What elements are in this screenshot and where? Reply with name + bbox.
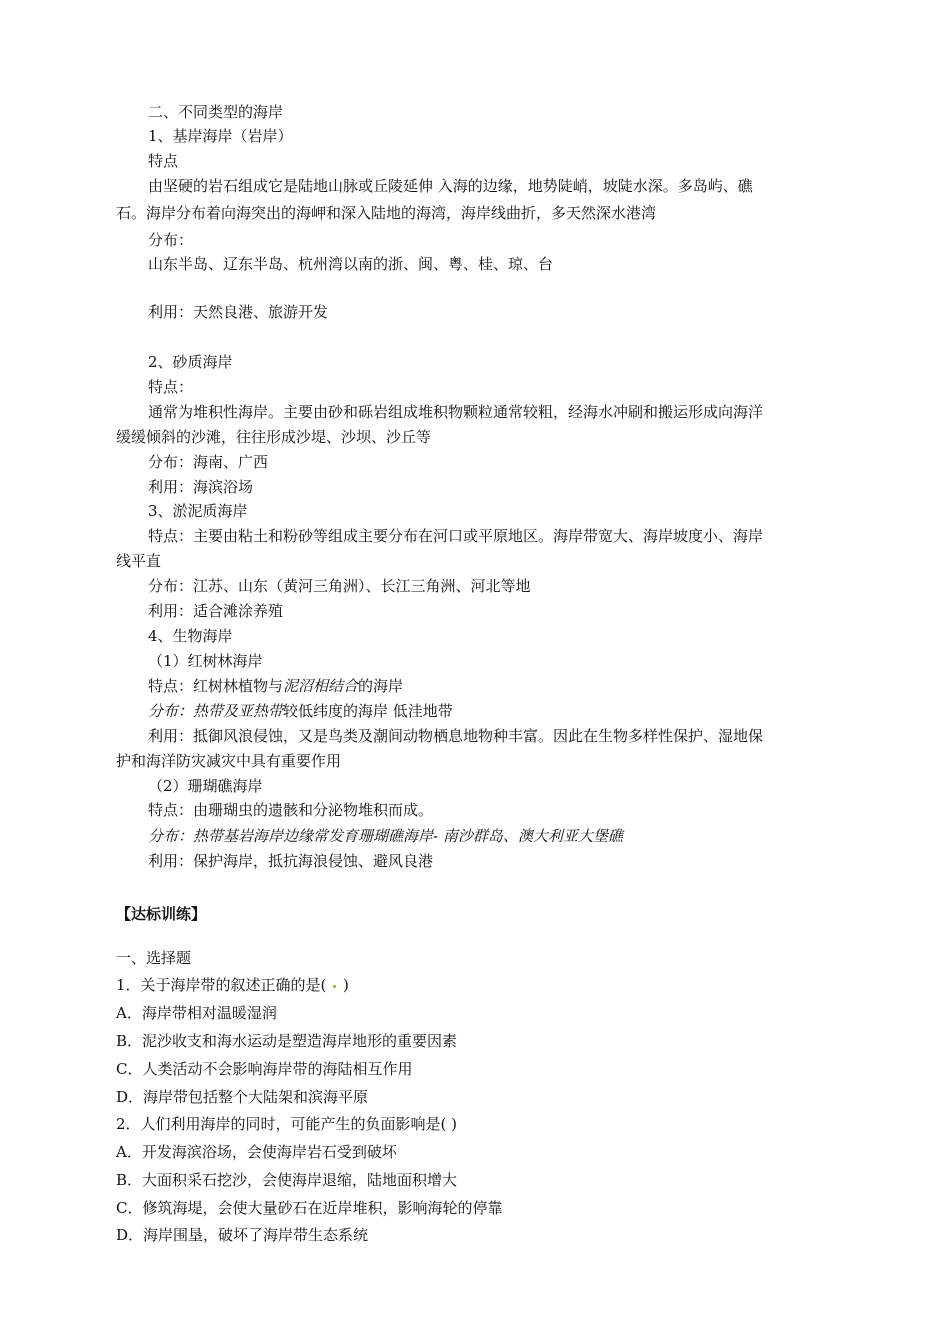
question-option: D．海岸围垦，破坏了海岸带生态系统 [116,1226,369,1244]
label: 特点： [148,378,194,396]
question-stem: 1．关于海岸带的叙述正确的是( ) [116,976,349,994]
subsection-title: 4、生物海岸 [148,627,233,645]
label: 特点 [148,152,179,170]
question-option: B．泥沙收支和海水运动是塑造海岸地形的重要因素 [116,1032,458,1050]
subsection-title: 3、淤泥质海岸 [148,502,248,520]
paragraph: 通常为堆积性海岸。主要由砂和砾岩组成堆积物颗粒通常较粗，经海水冲刷和搬运形成向海洋 [148,403,764,421]
paragraph: 分布：江苏、山东（黄河三角洲）、长江三角洲、河北等地 [148,577,531,595]
paragraph: 分布：海南、广西 [148,453,269,471]
paragraph: 石。海岸分布着向海突出的海岬和深入陆地的海湾，海岸线曲折，多天然深水港湾 [116,204,657,222]
question-option: C．修筑海堤，会使大量砂石在近岸堆积，影响海轮的停靠 [116,1199,503,1217]
paragraph: 缓缓倾斜的沙滩，往往形成沙堤、沙坝、沙丘等 [116,428,432,446]
paragraph: 特点：由珊瑚虫的遗骸和分泌物堆积而成。 [148,801,434,819]
subsection-title: （2）珊瑚礁海岸 [148,777,263,795]
label: 分布： [148,231,194,249]
question-option: C．人类活动不会影响海岸带的海陆相互作用 [116,1060,413,1078]
paragraph: 分布：热带及亚热带较低纬度的海岸 低洼地带 [148,702,453,720]
question-stem: 2．人们利用海岸的同时，可能产生的负面影响是( ) [116,1115,458,1133]
paragraph: 线平直 [116,552,162,570]
paragraph: 利用：海滨浴场 [148,478,254,496]
paragraph: 利用：抵御风浪侵蚀，又是鸟类及潮间动物栖息地物种丰富。因此在生物多样性保护、湿地保 [148,727,764,745]
question-option: A．海岸带相对温暖湿润 [116,1004,277,1022]
paragraph: 由坚硬的岩石组成它是陆地山脉或丘陵延伸 入海的边缘，地势陡峭，坡陡水深。多岛屿、礁 [148,177,753,195]
section-heading: 【达标训练】 [116,905,207,923]
subsection-title: 2、砂质海岸 [148,353,233,371]
paragraph: 分布：热带基岩海岸边缘常发育珊瑚礁海岸- 南沙群岛、澳大利亚大堡礁 [148,827,623,845]
paragraph: 利用：天然良港、旅游开发 [148,303,329,321]
paragraph: 特点：红树林植物与泥沼相结合的海岸 [148,677,404,695]
section-heading: 二、不同类型的海岸 [148,103,284,121]
paragraph: 特点：主要由粘土和粉砂等组成主要分布在河口或平原地区。海岸带宽大、海岸坡度小、海岸 [148,527,764,545]
question-option: A．开发海滨浴场，会使海岸岩石受到破坏 [116,1143,397,1161]
question-option: D．海岸带包括整个大陆架和滨海平原 [116,1088,369,1106]
paragraph: 护和海洋防灾减灾中具有重要作用 [116,752,342,770]
question-section-title: 一、选择题 [116,949,192,967]
subsection-title: （1）红树林海岸 [148,652,263,670]
subsection-title: 1、基岸海岸（岩岸） [148,127,293,145]
paragraph: 利用：适合滩涂养殖 [148,602,284,620]
paragraph: 山东半岛、辽东半岛、杭州湾以南的浙、闽、粤、桂、琼、台 [148,255,554,273]
question-option: B．大面积采石挖沙，会使海岸退缩，陆地面积增大 [116,1171,458,1189]
paragraph: 利用：保护海岸，抵抗海浪侵蚀、避风良港 [148,852,434,870]
mark-dot [333,985,336,988]
